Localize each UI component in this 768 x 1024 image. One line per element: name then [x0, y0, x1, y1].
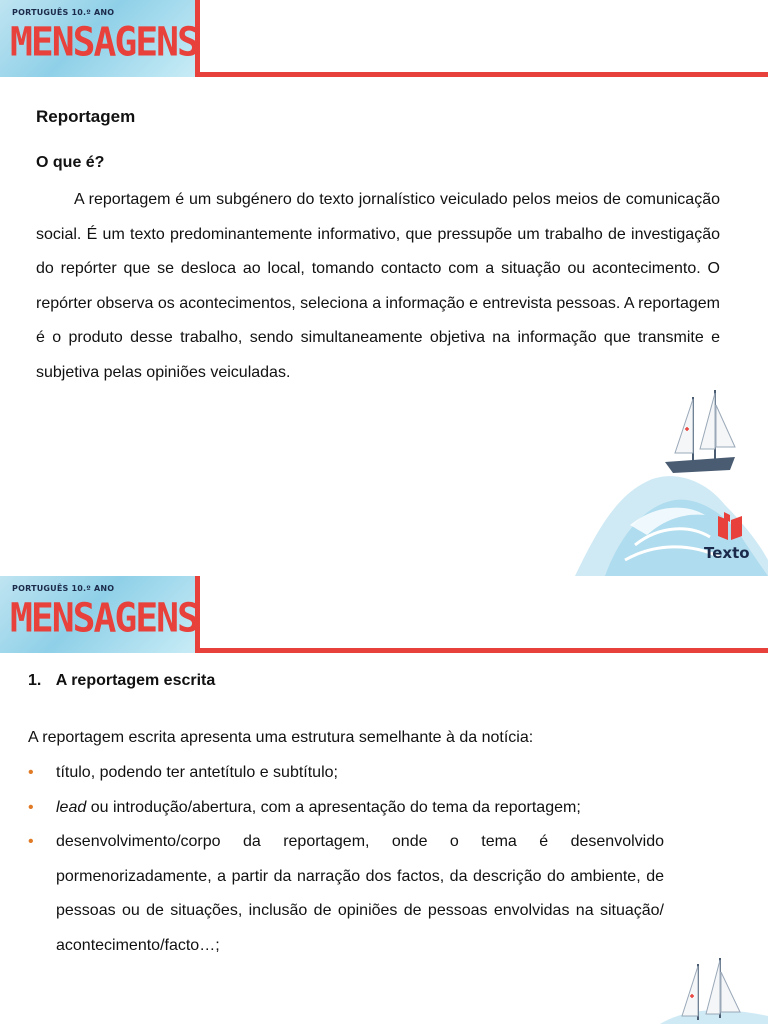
header-divider: [200, 648, 768, 653]
caravel-ship-icon: [660, 956, 768, 1024]
texto-publisher-logo: [704, 512, 754, 564]
list-item: [28, 825, 664, 963]
list-item: [28, 791, 664, 826]
logo-grade-label: PORTUGUÊS 10.º ANO: [12, 584, 115, 593]
structure-list: [28, 756, 664, 963]
logo-title: MENSAGENS: [10, 594, 198, 642]
bullet-dot-icon: •: [28, 764, 34, 781]
logo-grade-label: PORTUGUÊS 10.º ANO: [12, 8, 115, 17]
section-heading: [28, 672, 215, 690]
section-subtitle: O que é?: [36, 154, 105, 171]
page-title: Reportagem: [36, 107, 136, 126]
bullet-dot-icon: •: [28, 798, 34, 816]
slide-header: [0, 0, 768, 78]
list-item-text: desenvolvimento/corpo da reportagem, onde o tema é desenvolvido pormenorizadamente, a partir da narração dos factos, da descrição do ambiente, de pessoas ou de situações, inclusão de opiniões de pessoas envolvidas na situação/ acontecimento/facto…;: [56, 833, 664, 954]
texto-book-logo-icon: [716, 512, 744, 542]
mensagens-logo: [0, 576, 200, 653]
list-item-text: título, podendo ter antetítulo e subtítulo;: [56, 764, 338, 781]
mensagens-logo: [0, 0, 200, 77]
heading-text: A reportagem escrita: [55, 672, 216, 689]
bullet-dot-icon: •: [28, 833, 34, 850]
logo-title: MENSAGENS: [10, 18, 198, 66]
texto-wordmark: Texto: [704, 544, 750, 562]
list-item-text: ou introdução/abertura, com a apresentação do tema da reportagem;: [86, 798, 581, 816]
list-item: [28, 756, 664, 791]
heading-number: 1.: [28, 672, 42, 689]
list-item-emphasis: lead: [56, 798, 87, 816]
intro-paragraph: A reportagem escrita apresenta uma estrutura semelhante à da notícia:: [28, 729, 534, 746]
slide-header: [0, 576, 768, 654]
header-divider: [200, 72, 768, 77]
definition-paragraph: A reportagem é um subgénero do texto jornalístico veiculado pelos meios de comunicação social. É um texto predominantemente informativo, que pressupõe um trabalho de investigação do repórter que se desloca ao local, tomando contacto com a situação ou acontecimento. O repórter observa os acontecimentos, seleciona a informação e entrevista pessoas. A reportagem é o produto desse trabalho, sendo simultaneamente objetiva na informação que transmite e subjetiva pelas opiniões veiculadas.: [36, 191, 720, 381]
